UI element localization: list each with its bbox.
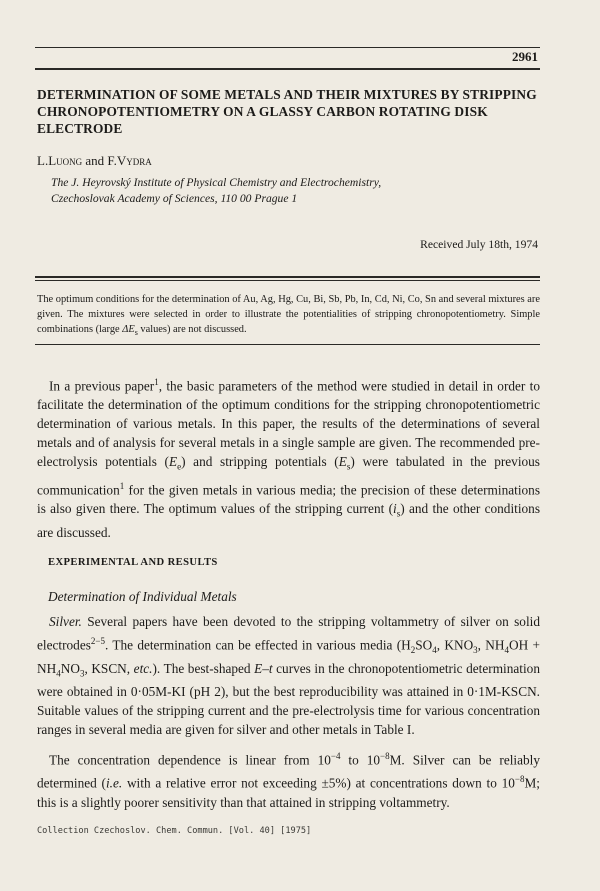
intro-text: In a previous paper: [49, 378, 155, 394]
italic-text: etc.: [133, 660, 153, 676]
symbol: E: [168, 454, 178, 470]
header-rule: [35, 47, 540, 48]
subscript: 4: [432, 644, 437, 655]
reference-marker: 2−5: [90, 635, 105, 646]
subscript: e: [177, 461, 182, 472]
concentration-paragraph: [37, 747, 540, 813]
concentration-text: to 10: [340, 752, 381, 768]
intro-paragraph: [37, 373, 540, 542]
concentration-text: M; this is a slightly poorer sensitivity than that attained in stripping voltammetry.: [37, 775, 540, 810]
symbol: E: [338, 454, 347, 470]
received-date: Received July 18th, 1974: [420, 238, 538, 251]
author-name: L.Luong: [37, 153, 83, 168]
delta-e-symbol: ΔE: [122, 324, 135, 336]
silver-paragraph: [37, 613, 540, 740]
author-name: F.Vydra: [107, 153, 152, 168]
affiliation: [51, 175, 521, 207]
intro-text: ) were tabulated in the previous communication: [37, 454, 540, 498]
delta-e-subscript: s: [134, 328, 138, 338]
author-conjunction: and: [82, 153, 108, 168]
intro-text: for the given metals in various media; the precision of these determinations is also given there. The optimum values of the stripping current (: [37, 482, 540, 516]
journal-citation: Collection Czechoslov. Chem. Commun. [Vol. 40] [1975]: [37, 826, 312, 836]
subscript: 4: [56, 668, 61, 679]
silver-text: , KSCN,: [84, 660, 134, 676]
author-line: [37, 153, 152, 169]
silver-text: ). The best-shaped: [152, 660, 255, 676]
exponent: −4: [330, 751, 341, 761]
section-heading: EXPERIMENTAL AND RESULTS: [48, 557, 218, 568]
affiliation-line: The J. Heyrovský Institute of Physical Chemistry and Electrochemistry,: [51, 176, 382, 189]
abstract-top-rule-thin: [35, 280, 540, 281]
subscript: s: [396, 508, 401, 519]
abstract-top-rule: [35, 276, 540, 278]
concentration-text: with a relative error not exceeding ±5%) at concentrations down to 10: [122, 775, 515, 791]
concentration-text: The concentration dependence is linear from 10: [49, 752, 331, 768]
abstract-bottom-rule: [35, 344, 540, 345]
subscript: 3: [79, 668, 85, 679]
reference-marker: 1: [154, 377, 159, 387]
silver-text: NO: [60, 660, 80, 676]
symbol: i: [393, 500, 397, 516]
silver-text: SO: [415, 637, 433, 653]
subsection-heading: Determination of Individual Metals: [48, 589, 237, 604]
abstract-text: The optimum conditions for the determination of Au, Ag, Hg, Cu, Bi, Sb, Pb, In, Cd, Ni, Co, Sn and several mixtures are given. The mixtures were selected in order to illustrate the potentialities of stripping chronopotentiometry. Simple combinations (large: [37, 294, 540, 336]
reference-marker: 1: [119, 480, 125, 491]
affiliation-line: Czechoslovak Academy of Sciences, 110 00 Prague 1: [51, 192, 298, 205]
abstract-text: values) are not discussed.: [137, 324, 247, 336]
title-top-rule: [35, 68, 540, 70]
intro-text: ) and the other conditions are discussed.: [37, 500, 541, 540]
page-number: 2961: [512, 49, 538, 64]
subscript: 2: [410, 644, 416, 655]
italic-text: i.e.: [105, 775, 123, 791]
silver-text: , NH: [477, 637, 505, 653]
abstract: [37, 292, 540, 341]
intro-text: , the basic parameters of the method were studied in detail in order to facilitate the determination of the optimum conditions for the stripping chronopotentiometric determination of various metals. In this paper, the results of the determinations of several metals and of analysis for several metals in a single sample are given. The recommended pre-electrolysis potentials (: [37, 378, 541, 470]
silver-text: Several papers have been devoted to the stripping voltammetry of silver on solid electrodes: [37, 614, 540, 653]
concentration-text: M. Silver can be reliably determined (: [37, 752, 540, 791]
subscript: 4: [504, 644, 509, 655]
silver-text: curves in the chronopotentiometric determination were obtained in 0·05M-KI (pH 2), but the best reproducibility was attained in 0·1M-KSCN. Suitable values of the stripping current and the pre-electrolysis time for various concentration ranges in several media are given for silver and other metals in Table I.: [37, 660, 540, 738]
intro-text: ) and stripping potentials (: [181, 454, 339, 470]
silver-text: . The determination can be effected in various media (H: [104, 637, 411, 653]
silver-text: OH + NH: [37, 637, 540, 676]
paragraph-lead: Silver.: [49, 614, 82, 629]
silver-text: , KNO: [436, 637, 474, 653]
exponent: −8: [514, 774, 525, 785]
subscript: s: [346, 461, 351, 472]
article-title: DETERMINATION OF SOME METALS AND THEIR MIXTURES BY STRIPPING CHRONOPOTENTIOMETRY ON A GLASSY CARBON ROTATING DISK ELECTRODE: [37, 87, 537, 136]
subscript: 3: [473, 644, 478, 655]
exponent: −8: [380, 751, 390, 761]
italic-text: E–t: [254, 660, 273, 676]
